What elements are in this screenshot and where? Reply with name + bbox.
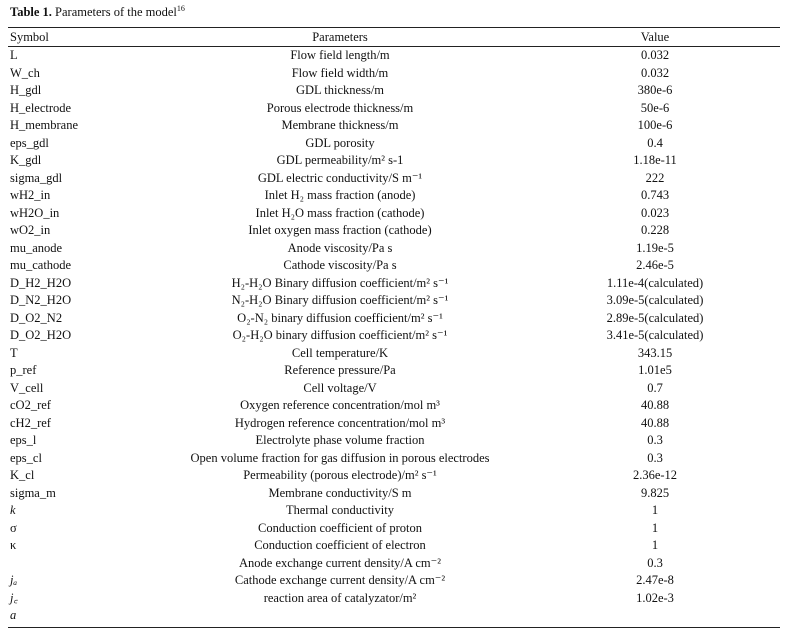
symbol-cell: eps_cl xyxy=(10,450,42,465)
table-caption xyxy=(10,4,185,20)
table-row xyxy=(0,65,789,82)
table-row xyxy=(0,520,789,537)
table-row xyxy=(0,275,789,292)
parameter-cell: Reference pressure/Pa xyxy=(284,363,396,377)
table-row xyxy=(0,257,789,274)
value-cell: 0.032 xyxy=(640,48,670,62)
symbol-cell: K_cl xyxy=(10,468,35,482)
value-cell: 2.47e-8 xyxy=(636,573,674,587)
table-row xyxy=(0,100,789,117)
symbol-cell: H_electrode xyxy=(10,100,72,115)
value-cell: 1 xyxy=(651,503,659,517)
symbol-cell: σ xyxy=(10,520,17,535)
parameter-cell: Inlet H₂ mass fraction (anode) xyxy=(264,188,416,202)
value-cell: 222 xyxy=(645,170,665,185)
parameter-cell: Inlet oxygen mass fraction (cathode) xyxy=(248,223,432,237)
reference-number: 16 xyxy=(176,4,185,13)
parameter-cell: H₂-H₂O Binary diffusion coefficient/m² s⁻¹ xyxy=(231,275,449,290)
symbol-cell: eps_l xyxy=(10,433,37,447)
table-title: Parameters of the model xyxy=(51,5,177,20)
symbol-cell: H_membrane xyxy=(10,118,79,132)
header-parameters: Parameters xyxy=(312,30,368,44)
bottom-rule xyxy=(8,627,780,628)
value-cell: 0.7 xyxy=(647,380,663,395)
parameter-cell: reaction area of catalyzator/m² xyxy=(263,590,417,605)
value-cell: 0.023 xyxy=(640,205,670,220)
table-row xyxy=(0,292,789,309)
table-row xyxy=(0,415,789,432)
parameter-cell: GDL porosity xyxy=(305,135,375,150)
parameter-cell: Cathode viscosity/Pa s xyxy=(283,258,397,272)
symbol-cell: D_H2_H2O xyxy=(10,275,72,290)
value-cell: 2.46e-5 xyxy=(636,258,674,272)
value-cell: 1.01e5 xyxy=(638,363,672,377)
value-cell: 3.41e-5(calculated) xyxy=(606,328,704,342)
value-cell: 1.19e-5 xyxy=(636,240,674,255)
value-cell: 0.3 xyxy=(647,433,663,447)
table-row xyxy=(0,450,789,467)
symbol-cell: D_N2_H2O xyxy=(10,293,72,307)
parameter-cell: Cathode exchange current density/A cm⁻² xyxy=(234,573,446,587)
symbol-cell: D_O2_H2O xyxy=(10,328,72,342)
parameter-cell: GDL thickness/m xyxy=(295,83,385,97)
value-cell: 0.228 xyxy=(640,223,670,237)
parameter-cell: Inlet H₂O mass fraction (cathode) xyxy=(255,205,425,220)
table-row xyxy=(0,82,789,99)
header-row xyxy=(0,29,789,46)
table-row xyxy=(0,135,789,152)
value-cell: 1 xyxy=(651,538,659,552)
table-row xyxy=(0,205,789,222)
symbol-cell: a xyxy=(10,608,17,622)
symbol-cell: T xyxy=(10,345,18,360)
table-row xyxy=(0,380,789,397)
table-row xyxy=(0,572,789,589)
table-label: Table 1. xyxy=(10,5,52,20)
table-row xyxy=(0,590,789,607)
value-cell: 40.88 xyxy=(640,415,670,430)
value-cell: 0.032 xyxy=(640,65,670,80)
table-row xyxy=(0,485,789,502)
symbol-cell: k xyxy=(10,503,16,517)
symbol-cell: eps_gdl xyxy=(10,135,49,150)
parameter-cell: Flow field length/m xyxy=(290,48,390,62)
symbol-cell: H_gdl xyxy=(10,83,42,97)
symbol-cell: mu_cathode xyxy=(10,258,72,272)
value-cell: 1 xyxy=(651,520,659,535)
symbol-cell: cO2_ref xyxy=(10,398,51,412)
table-row xyxy=(0,240,789,257)
symbol-cell: wO2_in xyxy=(10,223,51,237)
parameter-cell: Anode exchange current density/A cm⁻² xyxy=(239,555,441,570)
symbol-cell: wH2_in xyxy=(10,188,51,202)
value-cell: 0.743 xyxy=(640,188,670,202)
value-cell: 0.4 xyxy=(647,135,663,150)
symbol-cell: jₐ xyxy=(10,573,18,587)
parameter-cell: Cell temperature/K xyxy=(291,345,389,360)
symbol-cell: L xyxy=(10,48,18,62)
table-row xyxy=(0,187,789,204)
parameter-cell: Hydrogen reference concentration/mol m³ xyxy=(234,415,446,430)
header-value: Value xyxy=(640,30,670,44)
top-rule xyxy=(8,27,780,28)
symbol-cell: sigma_gdl xyxy=(10,170,63,185)
symbol-cell: j꜀ xyxy=(10,590,18,605)
parameter-cell: Permeability (porous electrode)/m² s⁻¹ xyxy=(243,468,437,482)
table-row xyxy=(0,327,789,344)
parameter-cell: Conduction coefficient of proton xyxy=(258,520,422,535)
value-cell: 1.02e-3 xyxy=(636,590,674,605)
parameter-cell: Flow field width/m xyxy=(291,65,389,80)
symbol-cell: cH2_ref xyxy=(10,415,51,430)
value-cell: 9.825 xyxy=(640,485,670,500)
parameter-cell: GDL electric conductivity/S m⁻¹ xyxy=(257,170,423,185)
parameter-cell: Electrolyte phase volume fraction xyxy=(255,433,425,447)
parameter-cell: Thermal conductivity xyxy=(286,503,394,517)
value-cell: 50e-6 xyxy=(640,100,670,115)
parameter-cell: O₂-H₂O binary diffusion coefficient/m² s⁻¹ xyxy=(232,328,448,342)
value-cell: 380e-6 xyxy=(637,83,673,97)
value-cell: 40.88 xyxy=(640,398,670,412)
table-row xyxy=(0,432,789,449)
value-cell: 343.15 xyxy=(637,345,673,360)
table-row xyxy=(0,170,789,187)
parameter-cell: N₂-H₂O Binary diffusion coefficient/m² s⁻¹ xyxy=(231,293,449,307)
value-cell: 1.11e-4(calculated) xyxy=(606,275,704,290)
value-cell: 0.3 xyxy=(647,450,663,465)
symbol-cell: D_O2_N2 xyxy=(10,310,63,325)
table-row xyxy=(0,555,789,572)
symbol-cell: wH2O_in xyxy=(10,205,60,220)
table-row xyxy=(0,310,789,327)
table-row xyxy=(0,345,789,362)
table-row xyxy=(0,117,789,134)
symbol-cell: p_ref xyxy=(10,363,37,377)
parameter-cell: Membrane conductivity/S m xyxy=(268,485,412,500)
table-row xyxy=(0,397,789,414)
symbol-cell: V_cell xyxy=(10,380,44,395)
symbol-cell: K_gdl xyxy=(10,153,42,167)
table-row xyxy=(0,222,789,239)
parameter-cell: O₂-N₂ binary diffusion coefficient/m² s⁻¹ xyxy=(237,310,443,325)
parameter-cell: Porous electrode thickness/m xyxy=(266,100,414,115)
parameter-cell: Anode viscosity/Pa s xyxy=(287,240,393,255)
value-cell: 2.89e-5(calculated) xyxy=(606,310,704,325)
table-row xyxy=(0,537,789,554)
parameter-cell: Cell voltage/V xyxy=(303,380,377,395)
parameter-cell: Membrane thickness/m xyxy=(281,118,399,132)
table-row xyxy=(0,502,789,519)
table-row xyxy=(0,362,789,379)
value-cell: 3.09e-5(calculated) xyxy=(606,293,704,307)
parameter-cell: Open volume fraction for gas diffusion in porous electrodes xyxy=(190,450,490,465)
symbol-cell: W_ch xyxy=(10,65,40,80)
table-row xyxy=(0,152,789,169)
parameter-cell: Conduction coefficient of electron xyxy=(254,538,426,552)
value-cell: 1.18e-11 xyxy=(633,153,677,167)
table-row xyxy=(0,607,789,624)
parameter-cell: Oxygen reference concentration/mol m³ xyxy=(240,398,440,412)
table-row xyxy=(0,467,789,484)
value-cell: 100e-6 xyxy=(637,118,673,132)
symbol-cell: κ xyxy=(10,538,17,552)
symbol-cell: sigma_m xyxy=(10,485,56,500)
value-cell: 2.36e-12 xyxy=(632,468,678,482)
symbol-cell: mu_anode xyxy=(10,240,63,255)
header-symbol: Symbol xyxy=(10,30,49,44)
value-cell: 0.3 xyxy=(647,555,663,570)
parameter-cell: GDL permeability/m² s-1 xyxy=(276,153,404,167)
table-row xyxy=(0,47,789,64)
